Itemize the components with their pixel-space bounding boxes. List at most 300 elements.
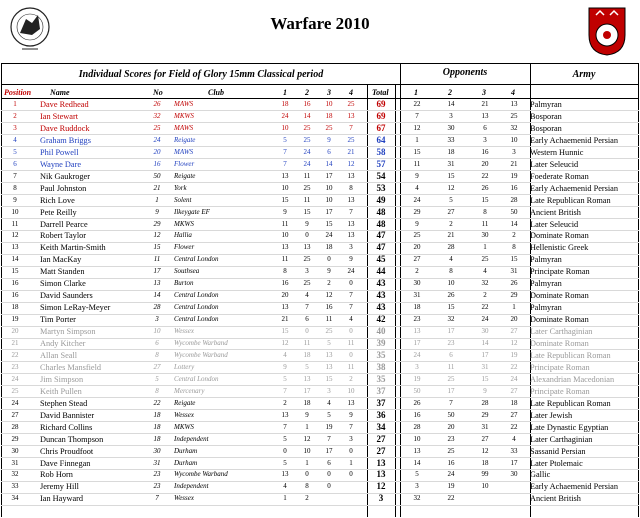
- player-number-cell: 16: [153, 159, 161, 168]
- game-score-cell: 15: [281, 195, 289, 204]
- game-score-cell: 9: [327, 267, 331, 276]
- game-score-cell: 5: [327, 339, 331, 347]
- opponent-cell: 11: [447, 362, 455, 371]
- table-row: [0, 147, 640, 158]
- opponent-cell: 32: [413, 494, 421, 503]
- name-cell: Jeremy Hill: [40, 482, 79, 492]
- opponent-cell: 25: [413, 231, 421, 240]
- opponent-cell: 20: [447, 422, 455, 431]
- total-cell: 43: [376, 278, 386, 289]
- game-score-cell: 9: [349, 255, 353, 264]
- opp4-header: 4: [511, 88, 515, 97]
- game-score-cell: 13: [281, 303, 289, 312]
- opponent-cell: 15: [413, 147, 421, 156]
- club-cell: Wessex: [174, 410, 194, 419]
- player-number-cell: 27: [153, 362, 161, 371]
- game-score-cell: 3: [327, 386, 331, 395]
- opponent-cell: 3: [415, 362, 419, 371]
- game-score-cell: 0: [327, 482, 331, 491]
- club-cell: Wycombe Warband: [174, 339, 228, 347]
- game-score-cell: 17: [303, 386, 311, 395]
- game-score-cell: 5: [327, 410, 331, 419]
- game-score-cell: 13: [325, 362, 333, 371]
- game-score-cell: 0: [305, 231, 309, 240]
- opponents-header: Opponents: [442, 67, 488, 78]
- name-cell: Allan Seall: [40, 350, 78, 360]
- position-cell: 34: [11, 494, 19, 503]
- army-cell: Later Carthaginian: [530, 327, 593, 337]
- army-cell: Gallic: [530, 470, 551, 480]
- club-cell: Wessex: [174, 327, 194, 336]
- game-score-cell: 13: [347, 231, 355, 240]
- opponent-cell: 10: [413, 434, 421, 443]
- game-score-cell: 7: [327, 434, 331, 443]
- army-cell: Dominate Roman: [530, 339, 589, 348]
- name-cell: Keith Martin-Smith: [40, 243, 106, 253]
- club-cell: Durham: [174, 446, 198, 455]
- table-row: [0, 183, 640, 194]
- game-score-cell: 3: [349, 243, 353, 252]
- total-cell: 47: [376, 230, 386, 241]
- name-cell: Duncan Thompson: [40, 434, 104, 444]
- position-cell: 5: [13, 147, 17, 156]
- army-cell: Later Ptolemaic: [530, 458, 583, 468]
- total-cell: 27: [376, 445, 386, 456]
- opponent-cell: 28: [481, 398, 489, 407]
- game-score-cell: 0: [305, 327, 309, 336]
- game-score-cell: 9: [283, 207, 287, 216]
- opponent-cell: 1: [512, 303, 516, 312]
- opponent-cell: 8: [483, 207, 487, 216]
- opponent-cell: 24: [481, 315, 489, 324]
- game-score-cell: 4: [283, 350, 287, 359]
- army-cell: Dominate Roman: [530, 315, 589, 325]
- total-cell: 38: [376, 361, 386, 372]
- opponent-cell: 9: [415, 219, 419, 228]
- total-cell: 57: [376, 158, 386, 169]
- table-row: [0, 207, 640, 218]
- opponent-cell: 13: [413, 446, 421, 455]
- position-cell: 19: [11, 315, 19, 324]
- opponent-cell: 2: [483, 291, 487, 300]
- opponent-cell: 28: [510, 195, 518, 204]
- table-row: [0, 266, 640, 277]
- game-score-cell: 11: [281, 255, 289, 264]
- table-row: [0, 398, 640, 409]
- game-score-cell: 5: [305, 362, 309, 371]
- opponent-cell: 31: [447, 159, 455, 168]
- game-score-cell: 11: [347, 362, 355, 371]
- game1-header: 1: [283, 88, 287, 97]
- player-number-cell: 11: [153, 255, 161, 264]
- position-cell: 1: [13, 100, 17, 108]
- total-cell: 45: [376, 254, 386, 265]
- game-score-cell: 10: [281, 123, 289, 132]
- table-row: [0, 254, 640, 265]
- opponent-cell: 22: [481, 171, 489, 180]
- game-score-cell: 25: [347, 100, 355, 108]
- opp1-header: 1: [414, 88, 418, 97]
- game-score-cell: 24: [281, 111, 289, 120]
- game-score-cell: 10: [325, 195, 333, 204]
- club-cell: MAWS: [174, 100, 194, 108]
- club-cell: Central London: [174, 303, 219, 312]
- table-row: [0, 171, 640, 182]
- opponent-cell: 22: [413, 100, 421, 108]
- total-cell: 49: [376, 194, 386, 205]
- name-cell: David Bannister: [40, 410, 95, 420]
- position-cell: 23: [11, 362, 19, 371]
- opponent-cell: 27: [447, 207, 455, 216]
- game-score-cell: 25: [303, 123, 311, 132]
- game-score-cell: 2: [283, 398, 287, 407]
- game-score-cell: 6: [327, 147, 331, 156]
- army-cell: Ancient British: [530, 207, 581, 217]
- position-cell: 31: [11, 458, 19, 467]
- player-number-cell: 31: [153, 458, 161, 467]
- name-cell: Robert Taylor: [40, 231, 87, 241]
- opponent-cell: 3: [512, 147, 516, 156]
- position-cell: 32: [11, 470, 19, 479]
- game-score-cell: 13: [347, 111, 355, 120]
- game-score-cell: 16: [325, 303, 333, 312]
- player-number-cell: 12: [153, 231, 161, 240]
- opponent-cell: 22: [481, 303, 489, 312]
- opponent-cell: 4: [449, 255, 453, 264]
- name-cell: Andy Kitcher: [40, 339, 86, 348]
- opponent-cell: 19: [413, 374, 421, 383]
- total-cell: 69: [376, 99, 386, 109]
- club-cell: Wycombe Warband: [174, 350, 228, 359]
- game-score-cell: 10: [303, 446, 311, 455]
- table-row: [0, 338, 640, 349]
- army-cell: Early Achaemenid Persian: [530, 183, 619, 193]
- total-cell: 58: [376, 146, 386, 157]
- total-cell: 13: [376, 457, 386, 468]
- club-cell: MAWS: [174, 123, 194, 132]
- opponent-cell: 22: [510, 362, 518, 371]
- army-cell: Dominate Roman: [530, 231, 589, 241]
- player-number-cell: 13: [153, 279, 161, 288]
- opponent-cell: 30: [481, 231, 489, 240]
- position-cell: 20: [11, 327, 19, 336]
- position-cell: 18: [11, 303, 19, 312]
- opponent-cell: 29: [481, 410, 489, 419]
- opponent-cell: 10: [481, 482, 489, 491]
- position-cell: 8: [13, 183, 17, 192]
- club-cell: Burton: [174, 279, 194, 288]
- opponent-cell: 24: [447, 470, 455, 479]
- name-cell: Stephen Stead: [40, 398, 88, 408]
- opponent-cell: 18: [510, 398, 518, 407]
- army-cell: Later Seleucid: [530, 159, 579, 169]
- player-number-cell: 20: [153, 147, 161, 156]
- total-cell: 40: [376, 326, 386, 337]
- opponent-cell: 22: [510, 422, 518, 431]
- position-cell: 30: [11, 446, 19, 455]
- army-cell: Later Jewish: [530, 410, 573, 420]
- player-number-cell: 30: [153, 446, 161, 455]
- game-score-cell: 11: [347, 339, 355, 347]
- row-divider: [1, 505, 639, 506]
- player-number-cell: 23: [153, 470, 161, 479]
- total-cell: 48: [376, 218, 386, 229]
- army-cell: Palmyran: [530, 255, 562, 265]
- game-score-cell: 13: [303, 374, 311, 383]
- club-cell: Independent: [174, 434, 209, 443]
- opponent-cell: 30: [413, 279, 421, 288]
- opponent-cell: 5: [449, 195, 453, 204]
- opponent-cell: 19: [447, 482, 455, 491]
- position-cell: 14: [11, 255, 19, 264]
- opponent-cell: 27: [510, 327, 518, 336]
- game-score-cell: 4: [283, 482, 287, 491]
- name-cell: Charles Mansfield: [40, 362, 102, 372]
- club-cell: Hallia: [174, 231, 192, 240]
- game-score-cell: 7: [349, 291, 353, 300]
- army-cell: Later Seleucid: [530, 219, 579, 229]
- army-cell: Foederate Roman: [530, 171, 589, 181]
- game-score-cell: 4: [305, 291, 309, 300]
- game-score-cell: 15: [303, 207, 311, 216]
- table-row: [0, 242, 640, 253]
- opponent-cell: 15: [447, 303, 455, 312]
- position-cell: 4: [13, 135, 17, 144]
- game-score-cell: 9: [305, 410, 309, 419]
- opponent-cell: 27: [510, 410, 518, 419]
- opponent-cell: 7: [415, 111, 419, 120]
- game-score-cell: 1: [305, 422, 309, 431]
- opponent-cell: 2: [415, 267, 419, 276]
- army-cell: Later Carthaginian: [530, 434, 593, 444]
- opponent-cell: 24: [413, 350, 421, 359]
- name-cell: Dave Finnegan: [40, 458, 91, 468]
- opponent-cell: 3: [415, 482, 419, 491]
- game-score-cell: 7: [349, 123, 353, 132]
- army-cell: Late Republican Roman: [530, 350, 611, 360]
- position-cell: 7: [13, 171, 17, 180]
- game-score-cell: 8: [349, 183, 353, 192]
- name-cell: Dave Redhead: [40, 100, 89, 109]
- position-cell: 22: [11, 350, 19, 359]
- name-cell: Graham Briggs: [40, 135, 91, 145]
- game-score-cell: 1: [283, 494, 287, 503]
- game-score-cell: 0: [283, 446, 287, 455]
- club-cell: Central London: [174, 374, 219, 383]
- opponent-cell: 50: [413, 386, 421, 395]
- position-cell: 11: [11, 219, 19, 228]
- opponent-cell: 16: [481, 147, 489, 156]
- page-title: Warfare 2010: [270, 14, 370, 33]
- game-score-cell: 3: [349, 434, 353, 443]
- game-score-cell: 10: [281, 231, 289, 240]
- game-score-cell: 5: [283, 135, 287, 144]
- army-cell: Palmyran: [530, 100, 562, 109]
- table-row: [0, 326, 640, 337]
- opponent-cell: 10: [510, 135, 518, 144]
- opponent-cell: 4: [415, 183, 419, 192]
- player-number-cell: 18: [153, 434, 161, 443]
- army-cell: Palmyran: [530, 303, 562, 313]
- army-cell: Bosporan: [530, 111, 562, 121]
- opponent-cell: 25: [481, 255, 489, 264]
- name-cell: Martyn Simpson: [40, 327, 96, 337]
- opponent-cell: 3: [483, 135, 487, 144]
- name-cell: Phil Powell: [40, 147, 79, 157]
- table-row: [0, 469, 640, 480]
- opponent-cell: 28: [447, 243, 455, 252]
- total-cell: 42: [376, 314, 386, 325]
- opponent-cell: 17: [481, 350, 489, 359]
- club-cell: Ilkeygate EF: [174, 207, 210, 216]
- total-cell: 43: [376, 290, 386, 301]
- opponent-cell: 17: [413, 339, 421, 347]
- club-cell: MAWS: [174, 147, 194, 156]
- game-score-cell: 7: [305, 303, 309, 312]
- opponent-cell: 12: [413, 123, 421, 132]
- total-cell: 39: [376, 338, 386, 348]
- game-score-cell: 11: [303, 339, 311, 347]
- opponent-cell: 11: [413, 159, 421, 168]
- game-score-cell: 16: [281, 279, 289, 288]
- club-cell: Lottery: [174, 362, 195, 371]
- game-score-cell: 24: [347, 267, 355, 276]
- game-score-cell: 13: [325, 350, 333, 359]
- opponent-cell: 9: [483, 386, 487, 395]
- opponent-cell: 6: [483, 123, 487, 132]
- player-number-cell: 21: [153, 183, 161, 192]
- player-number-cell: 8: [155, 386, 159, 395]
- position-cell: 2: [13, 111, 17, 120]
- army-cell: Ancient British: [530, 494, 581, 504]
- total-header: Total: [372, 88, 389, 97]
- game-score-cell: 2: [349, 374, 353, 383]
- game-score-cell: 13: [281, 410, 289, 419]
- game-score-cell: 7: [283, 386, 287, 395]
- name-cell: Nik Gaukroger: [40, 171, 90, 181]
- opponent-cell: 31: [510, 267, 518, 276]
- player-number-cell: 17: [153, 267, 161, 276]
- opponent-cell: 9: [415, 171, 419, 180]
- game-score-cell: 25: [303, 255, 311, 264]
- club-cell: Flower: [174, 243, 195, 252]
- opponent-cell: 31: [413, 291, 421, 300]
- game2-header: 2: [305, 88, 309, 97]
- name-cell: Rob Horn: [40, 470, 73, 480]
- game-score-cell: 13: [303, 243, 311, 252]
- opp3-header: 3: [482, 88, 486, 97]
- name-cell: Keith Pullen: [40, 386, 82, 396]
- opponent-cell: 26: [481, 183, 489, 192]
- game-score-cell: 10: [347, 386, 355, 395]
- name-cell: Simon Clarke: [40, 279, 86, 289]
- name-cell: Ian MacKay: [40, 255, 82, 265]
- player-number-cell: 9: [155, 207, 159, 216]
- table-row: [0, 230, 640, 241]
- opponent-cell: 27: [510, 386, 518, 395]
- game-score-cell: 6: [305, 315, 309, 324]
- position-cell: 24: [11, 398, 19, 407]
- table-row: [0, 446, 640, 457]
- game-score-cell: 0: [349, 327, 353, 336]
- player-number-cell: 25: [153, 123, 161, 132]
- total-cell: 35: [376, 373, 386, 384]
- opponent-cell: 25: [447, 374, 455, 383]
- army-cell: Sassanid Persian: [530, 446, 586, 456]
- name-cell: Dave Ruddock: [40, 123, 90, 133]
- opponent-cell: 15: [481, 195, 489, 204]
- game-score-cell: 10: [325, 100, 333, 108]
- game-score-cell: 12: [347, 159, 355, 168]
- player-number-cell: 14: [153, 291, 161, 300]
- opponent-cell: 99: [481, 470, 489, 479]
- total-cell: 43: [376, 302, 386, 313]
- opponent-cell: 31: [481, 422, 489, 431]
- table-row: [0, 159, 640, 170]
- opponent-cell: 3: [449, 111, 453, 120]
- opponent-cell: 1: [415, 135, 419, 144]
- table-row: [0, 123, 640, 134]
- opponent-cell: 25: [447, 446, 455, 455]
- name-cell: Ian Hayward: [40, 494, 84, 504]
- table-row: [0, 458, 640, 469]
- player-number-cell: 32: [153, 111, 161, 120]
- game-score-cell: 9: [305, 219, 309, 228]
- game-score-cell: 4: [327, 398, 331, 407]
- name-cell: Pete Reilly: [40, 207, 77, 217]
- total-cell: 47: [376, 242, 386, 253]
- game-score-cell: 13: [347, 398, 355, 407]
- game-score-cell: 5: [283, 434, 287, 443]
- opponent-cell: 2: [449, 219, 453, 228]
- table-row: [0, 219, 640, 230]
- total-cell: 37: [376, 397, 386, 408]
- army-cell: Palmyran: [530, 279, 562, 289]
- player-number-cell: 24: [153, 135, 161, 144]
- opponent-cell: 16: [510, 183, 518, 192]
- opponent-cell: 32: [447, 315, 455, 324]
- opponent-cell: 27: [413, 255, 421, 264]
- total-cell: 27: [376, 433, 386, 444]
- player-number-cell: 8: [155, 350, 159, 359]
- game-score-cell: 13: [347, 171, 355, 180]
- opponent-cell: 12: [481, 446, 489, 455]
- no-header: No: [153, 88, 163, 97]
- opponent-cell: 30: [510, 470, 518, 479]
- game-score-cell: 8: [305, 482, 309, 491]
- army-cell: Early Achaemenid Persian: [530, 135, 619, 145]
- club-cell: Solent: [174, 195, 192, 204]
- opponent-cell: 11: [481, 219, 489, 228]
- position-cell: 15: [11, 267, 19, 276]
- game-score-cell: 8: [283, 267, 287, 276]
- game-score-cell: 19: [325, 422, 333, 431]
- opponent-cell: 7: [449, 398, 453, 407]
- game-score-cell: 0: [327, 255, 331, 264]
- position-cell: 29: [11, 434, 19, 443]
- opponent-cell: 14: [447, 100, 455, 108]
- position-cell: 33: [11, 482, 19, 491]
- opponent-cell: 26: [447, 291, 455, 300]
- opponent-cell: 20: [413, 243, 421, 252]
- game-score-cell: 2: [327, 279, 331, 288]
- opponent-cell: 30: [481, 327, 489, 336]
- table-row: [0, 410, 640, 421]
- player-number-cell: 1: [155, 195, 159, 204]
- opponent-cell: 13: [481, 111, 489, 120]
- position-cell: 16: [11, 291, 19, 300]
- table-subtitle: Individual Scores for Field of Glory 15mm Classical period: [78, 69, 324, 80]
